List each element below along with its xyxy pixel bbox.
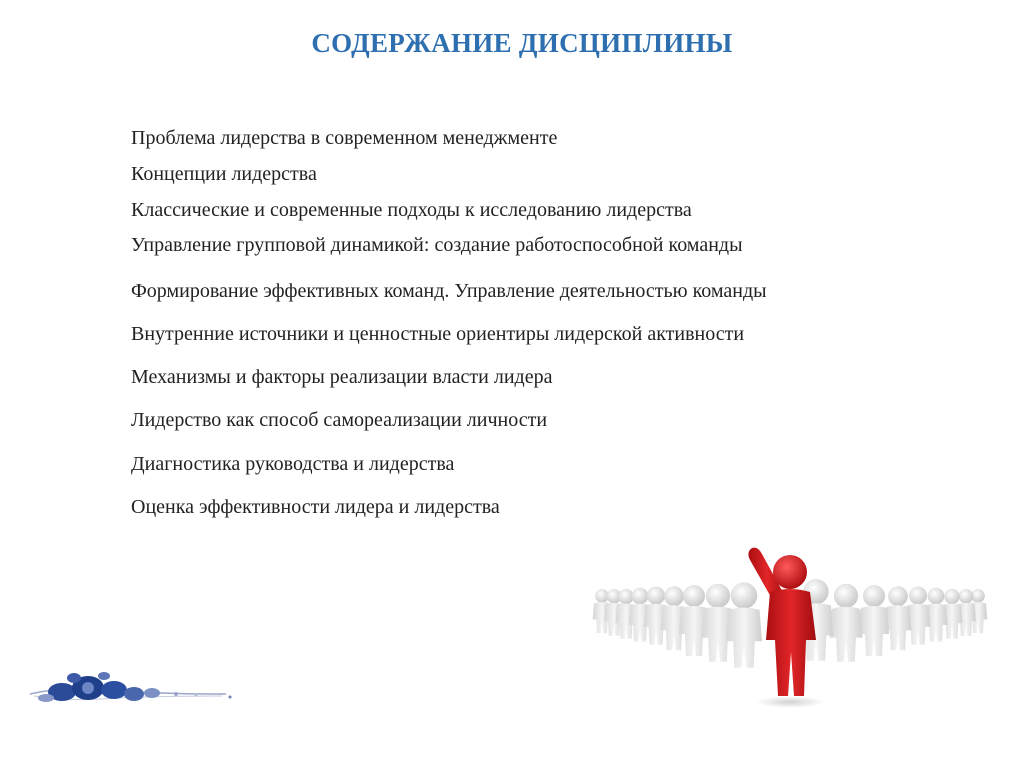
topic-item: Диагностика руководства и лидерства [131,453,455,475]
topic-item: Концепции лидерства [131,163,317,185]
slide-title: СОДЕРЖАНИЕ ДИСЦИПЛИНЫ [311,28,733,58]
blue-floral-ornament-icon [26,660,236,716]
topic-item: Механизмы и факторы реализации власти лидера [131,366,553,388]
topic-item: Классические и современные подходы к исследованию лидерства [131,199,692,221]
topic-item: Формирование эффективных команд. Управление деятельностью команды [131,280,767,302]
topic-item: Управление групповой динамикой: создание работоспособной команды [131,234,743,256]
topic-item: Внутренние источники и ценностные ориентиры лидерской активности [131,323,745,345]
topic-item: Лидерство как способ самореализации личности [131,409,548,431]
topic-item: Проблема лидерства в современном менеджменте [131,127,558,149]
leadership-illustration [580,530,1000,710]
topic-item: Оценка эффективности лидера и лидерства [131,496,500,518]
